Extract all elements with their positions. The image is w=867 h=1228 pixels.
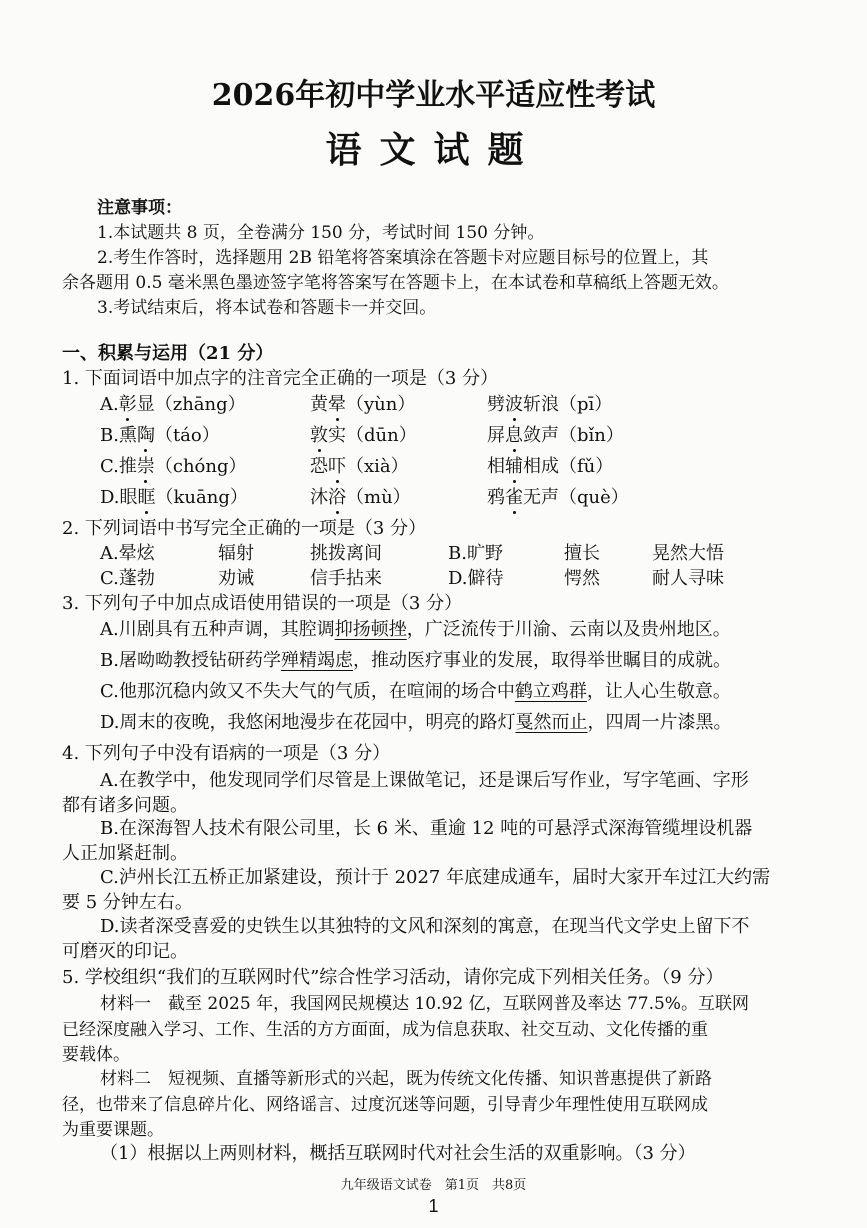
q3-option-a: A.川剧具有五种声调，其腔调抑扬顿挫，广泛流传于川渝、云南以及贵州地区。 bbox=[100, 619, 731, 640]
q3-option-d: D.周末的夜晚，我悠闲地漫步在花园中，明亮的路灯戛然而止，四周一片漆黑。 bbox=[100, 712, 732, 733]
section-heading: 一、积累与运用（21 分） bbox=[62, 343, 274, 364]
q2-word: D.僻待 bbox=[448, 568, 504, 589]
notice-line-3: 3.考试结束后，将本试卷和答题卡一并交回。 bbox=[97, 298, 437, 318]
q3-option-b: B.屠呦呦教授钻研药学殚精竭虑，推动医疗事业的发展，取得举世瞩目的成就。 bbox=[100, 650, 731, 671]
notice-line-2b: 余各题用 0.5 毫米黑色墨迹签字笔将答案写在答题卡上，在本试卷和草稿纸上答题无效。 bbox=[62, 273, 729, 293]
notice-line-1: 1.本试题共 8 页，全卷满分 150 分，考试时间 150 分钟。 bbox=[97, 223, 545, 243]
q1-option-d3: 鸦雀无声（què） bbox=[487, 483, 629, 509]
q4-option-b: B.在深海智人技术有限公司里，长 6 米、重逾 12 吨的可悬浮式深海管缆埋设机器 bbox=[100, 818, 753, 839]
q2-word: 晃然大悟 bbox=[652, 543, 724, 564]
question-3-stem: 3. 下列句子中加点成语使用错误的一项是（3 分） bbox=[62, 593, 463, 614]
q5-subquestion-1: （1）根据以上两则材料，概括互联网时代对社会生活的双重影响。（3 分） bbox=[100, 1143, 696, 1164]
material-2-line-1: 材料二 短视频、直播等新形式的兴起，既为传统文化传播、知识普惠提供了新路 bbox=[100, 1069, 712, 1089]
exam-title: 2026年初中学业水平适应性考试 bbox=[211, 78, 656, 113]
question-4-stem: 4. 下列句子中没有语病的一项是（3 分） bbox=[62, 743, 391, 764]
subject-title: 语文试题 bbox=[325, 129, 542, 171]
q2-word: B.旷野 bbox=[448, 543, 503, 564]
q2-word: 耐人寻味 bbox=[652, 568, 724, 589]
q2-word: A.晕炫 bbox=[100, 543, 155, 564]
material-2-line-2: 径，也带来了信息碎片化、网络谣言、过度沉迷等问题，引导青少年理性使用互联网成 bbox=[62, 1095, 708, 1115]
notice-line-2a: 2.考生作答时，选择题用 2B 铅笔将答案填涂在答题卡对应题目标号的位置上，其 bbox=[97, 248, 709, 268]
q1-option-c1: C.推崇（chóng） bbox=[100, 452, 247, 478]
question-5-stem: 5. 学校组织“我们的互联网时代”综合性学习活动，请你完成下列相关任务。（9 分） bbox=[62, 967, 724, 988]
q3-option-c: C.他那沉稳内敛又不失大气的气质，在喧闹的场合中鹤立鸡群，让人心生敬意。 bbox=[100, 681, 731, 702]
page-footer: 九年级语文试卷 第1页 共8页 bbox=[340, 1178, 527, 1193]
q4-option-a: A.在教学中，他发现同学们尽管是上课做笔记，还是课后写作业，写字笔画、字形 bbox=[100, 770, 749, 791]
idiom: 抑扬顿挫 bbox=[334, 619, 407, 640]
q1-option-a1: A.彰显（zhāng） bbox=[100, 390, 246, 416]
q1-option-d2: 沐浴（mù） bbox=[310, 483, 411, 509]
q1-option-d1: D.眼眶（kuāng） bbox=[100, 483, 248, 509]
question-2-stem: 2. 下列词语中书写完全正确的一项是（3 分） bbox=[62, 518, 427, 539]
material-1-line-3: 要载体。 bbox=[62, 1045, 130, 1065]
q1-option-b1: B.熏陶（táo） bbox=[100, 421, 220, 447]
q2-word: 愕然 bbox=[564, 568, 600, 589]
material-1-line-2: 已经深度融入学习、工作、生活的方方面面，成为信息获取、社交互动、文化传播的重 bbox=[62, 1020, 708, 1040]
q4-option-d: D.读者深受喜爱的史铁生以其独特的文风和深刻的寓意，在现当代文学史上留下不 bbox=[100, 916, 750, 937]
q2-word: 辐射 bbox=[218, 543, 254, 564]
q4-option-a-cont: 都有诸多问题。 bbox=[62, 795, 188, 816]
q1-option-a3: 劈波斩浪（pī） bbox=[487, 390, 612, 416]
material-2-line-3: 为重要课题。 bbox=[62, 1120, 164, 1140]
q2-word: 信手拈来 bbox=[310, 568, 382, 589]
q1-option-a2: 黄晕（yùn） bbox=[310, 390, 415, 416]
q4-option-c: C.泸州长江五桥正加紧建设，预计于 2027 年底建成通车，届时大家开车过江大约需 bbox=[100, 867, 771, 888]
idiom: 戛然而止 bbox=[515, 712, 588, 733]
material-1-line-1: 材料一 截至 2025 年，我国网民规模达 10.92 亿，互联网普及率达 77.5%。互联网 bbox=[100, 994, 749, 1014]
question-1-stem: 1. 下面词语中加点字的注音完全正确的一项是（3 分） bbox=[62, 368, 499, 389]
q4-option-d-cont: 可磨灭的印记。 bbox=[62, 941, 188, 962]
q1-option-b2: 敦实（dūn） bbox=[310, 421, 417, 447]
q2-word: C.蓬勃 bbox=[100, 568, 155, 589]
q2-word: 劝诫 bbox=[218, 568, 254, 589]
idiom: 殚精竭虑 bbox=[280, 650, 353, 671]
q4-option-c-cont: 要 5 分钟左右。 bbox=[62, 892, 193, 913]
q1-option-c2: 恐吓（xià） bbox=[310, 452, 409, 478]
q4-option-b-cont: 人正加紧赶制。 bbox=[62, 843, 188, 864]
page-number: 1 bbox=[428, 1196, 439, 1216]
notice-heading: 注意事项： bbox=[97, 198, 182, 218]
idiom: 鹤立鸡群 bbox=[514, 681, 587, 702]
q1-option-b3: 屏息敛声（bǐn） bbox=[487, 421, 624, 447]
q2-word: 擅长 bbox=[564, 543, 600, 564]
q1-option-c3: 相辅相成（fǔ） bbox=[487, 452, 613, 478]
q2-word: 挑拨离间 bbox=[310, 543, 382, 564]
